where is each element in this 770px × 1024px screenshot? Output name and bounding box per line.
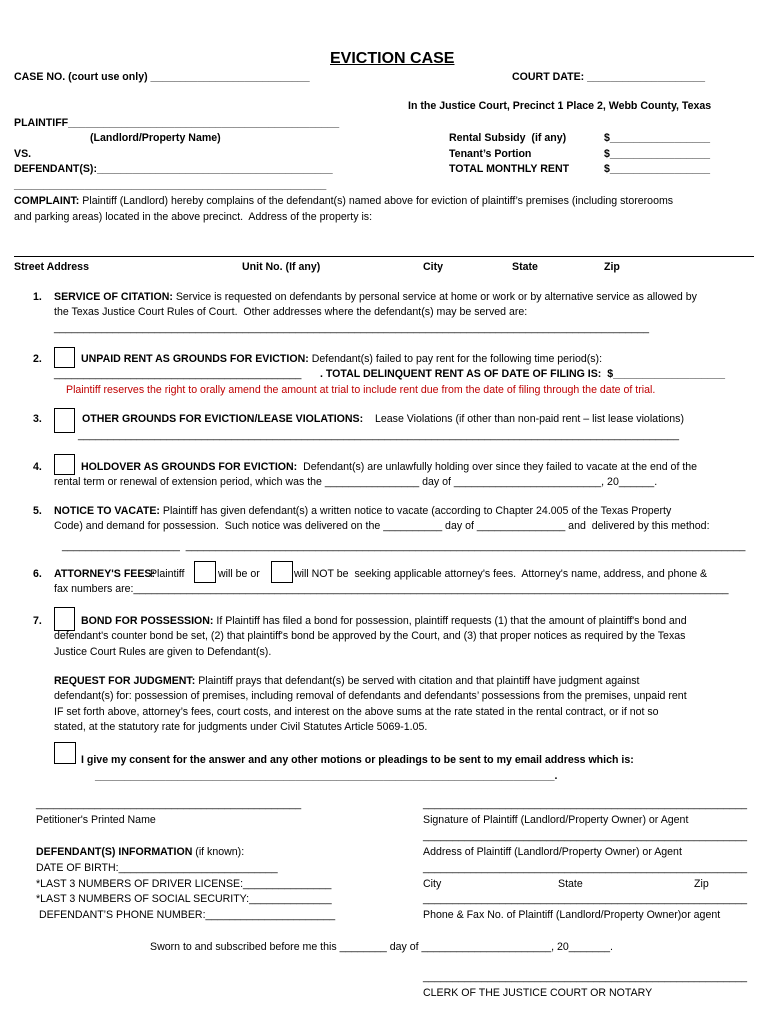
item-1-line-2: the Texas Justice Court Rules of Court. Other addresses where the defendant(s) may be served are: [54, 306, 528, 318]
total-rent-field[interactable]: $_________________ [604, 163, 711, 175]
item-7-text: If Plaintiff has filed a bond for possession, plaintiff requests (1) that the amount of plaintiff's bond and [213, 615, 687, 627]
complaint-text-2: and parking areas) located in the above precinct. Address of the property is: [14, 211, 373, 223]
plaintiff-zip-label: Zip [694, 878, 709, 890]
bond-checkbox[interactable] [54, 607, 75, 631]
request-text-1: Plaintiff prays that defendant(s) be served with citation and that plaintiff have judgment against [195, 675, 640, 687]
plaintiff-address-label: Address of Plaintiff (Landlord/Property Owner) or Agent [423, 846, 682, 858]
item-2-number: 2. [33, 353, 42, 365]
item-4-number: 4. [33, 461, 42, 473]
unit-label: Unit No. (If any) [242, 261, 321, 273]
item-7-line-3: Justice Court Rules are given to Defendant(s). [54, 646, 272, 658]
item-4-text: Defendant(s) are unlawfully holding over since they failed to vacate at the end of the [297, 461, 698, 473]
unpaid-rent-label: UNPAID RENT AS GROUNDS FOR EVICTION: [81, 353, 309, 365]
attorney-info-field[interactable]: fax numbers are:_____________________________________________________________________________________________________ [54, 583, 729, 595]
signature-label: Signature of Plaintiff (Landlord/Property Owner) or Agent [423, 814, 689, 826]
unpaid-rent-checkbox[interactable] [54, 347, 75, 368]
item-5-line-1 [54, 504, 671, 518]
item-1-text: Service is requested on defendants by personal service at home or work or by alternative service as allowed by [172, 291, 697, 303]
address-entry-line[interactable] [14, 256, 754, 257]
delivery-method-field[interactable]: ____________________ _______________________________________________________________________________________________ [62, 540, 746, 552]
lease-violations-field[interactable]: ______________________________________________________________________________________________________ [78, 429, 679, 441]
holdover-label: HOLDOVER AS GROUNDS FOR EVICTION: [81, 461, 298, 473]
item-2-text: Defendant(s) failed to pay rent for the following time period(s): [308, 353, 603, 365]
rent-subsidy-label: Rental Subsidy (if any) [449, 132, 567, 144]
notice-date-field[interactable]: Code) and demand for possession. Such notice was delivered on the __________ day of _______________ and delivered by this method: [54, 520, 710, 532]
zip-label: Zip [604, 261, 620, 273]
attorney-plaintiff-text: Plaintiff [147, 568, 185, 580]
street-address-label: Street Address [14, 261, 89, 273]
email-consent-checkbox[interactable] [54, 742, 76, 764]
notary-label: CLERK OF THE JUSTICE COURT OR NOTARY [423, 987, 653, 999]
request-line-1 [54, 674, 640, 688]
request-judgment-label: REQUEST FOR JUDGMENT: [54, 675, 196, 687]
court-date-field[interactable]: COURT DATE: ____________________ [512, 71, 705, 83]
page-title: EVICTION CASE [330, 50, 455, 67]
item-7-line-2: defendant's counter bond be set, (2) that plaintiff's bond be approved by the Court, and (3) that proper notices as required by the Texas [54, 630, 686, 642]
service-of-citation-label: SERVICE OF CITATION: [54, 291, 173, 303]
other-grounds-label: OTHER GROUNDS FOR EVICTION/LEASE VIOLATIONS: [82, 413, 364, 425]
plaintiff-address-field[interactable]: _______________________________________________________ [423, 830, 748, 842]
defendant-info-heading [36, 845, 244, 859]
vs-label: VS. [14, 148, 32, 160]
request-line-2: defendant(s) for: possession of premises, including removal of defendants and defendants’ possessions from the premises, unpaid rent [54, 690, 687, 702]
defendant-info-label: DEFENDANT(S) INFORMATION [36, 846, 193, 858]
printed-name-label: Petitioner's Printed Name [36, 814, 156, 826]
will-not-be-checkbox[interactable] [271, 561, 293, 583]
social-security-field[interactable]: *LAST 3 NUMBERS OF SOCIAL SECURITY:______________ [36, 893, 332, 905]
delinquent-rent-field[interactable]: . TOTAL DELINQUENT RENT AS OF DATE OF FILING IS: $___________________ [320, 368, 726, 380]
tenant-portion-label: Tenant’s Portion [449, 148, 532, 160]
court-info: In the Justice Court, Precinct 1 Place 2, Webb County, Texas [408, 100, 712, 112]
item-1-number: 1. [33, 291, 42, 303]
item-1-line-1 [54, 290, 697, 304]
landlord-name-label: (Landlord/Property Name) [90, 132, 221, 144]
lease-violation-checkbox[interactable] [54, 408, 75, 433]
complaint-line-1 [14, 194, 673, 208]
attorney-fees-label: ATTORNEY'S FEES: [54, 568, 156, 580]
amend-rent-note: Plaintiff reserves the right to orally amend the amount at trial to include rent due from the date of filing through the date of trial. [66, 384, 656, 396]
holdover-checkbox[interactable] [54, 454, 75, 475]
notary-signature-field[interactable]: _______________________________________________________ [423, 971, 748, 983]
email-address-field[interactable]: ______________________________________________________________________________. [95, 770, 558, 782]
item-3-number: 3. [33, 413, 42, 425]
plaintiff-field[interactable]: PLAINTIFF______________________________________________ [14, 117, 340, 129]
plaintiff-city-state-zip-field[interactable]: _______________________________________________________ [423, 862, 748, 874]
date-of-birth-field[interactable]: DATE OF BIRTH:___________________________ [36, 862, 278, 874]
defendant-phone-field[interactable]: DEFENDANT’S PHONE NUMBER:______________________ [36, 909, 336, 921]
plaintiff-city-label: City [423, 878, 442, 890]
printed-name-field[interactable]: _____________________________________________ [36, 798, 302, 810]
signature-field[interactable]: _______________________________________________________ [423, 798, 748, 810]
rent-subsidy-field[interactable]: $_________________ [604, 132, 711, 144]
sworn-statement-field[interactable]: Sworn to and subscribed before me this ________ day of ______________________, 20_______. [150, 941, 613, 953]
request-line-3: IF set forth above, attorney’s fees, court costs, and interest on the above sums at the rate stated in the rental contract, or if not so [54, 706, 659, 718]
defendants-underline[interactable]: _____________________________________________________ [14, 179, 327, 191]
other-addresses-field[interactable]: _____________________________________________________________________________________________________ [54, 322, 650, 334]
request-line-4: stated, at the statutory rate for judgments under Civil Statutes Article 5069-1.05. [54, 721, 428, 733]
item-6-number: 6. [33, 568, 42, 580]
will-be-text: will be or [218, 568, 260, 580]
item-7-line-1 [81, 614, 687, 628]
notice-to-vacate-label: NOTICE TO VACATE: [54, 505, 160, 517]
email-consent-text: I give my consent for the answer and any other motions or pleadings to be sent to my email address which is: [81, 754, 634, 766]
item-4-line-1 [81, 460, 697, 474]
plaintiff-state-label: State [558, 878, 583, 890]
tenant-portion-field[interactable]: $_________________ [604, 148, 711, 160]
will-not-be-text: will NOT be seeking applicable attorney's fees. Attorney's name, address, and phone & [294, 568, 708, 580]
city-label: City [423, 261, 444, 273]
complaint-label: COMPLAINT: [14, 195, 80, 207]
item-2-line-1 [81, 352, 602, 366]
state-label: State [512, 261, 538, 273]
item-7-number: 7. [33, 615, 42, 627]
case-number-field[interactable]: CASE NO. (court use only) ___________________________ [14, 71, 310, 83]
item-5-text: Plaintiff has given defendant(s) a written notice to vacate (according to Chapter 24.005 of the Texas Property [159, 505, 672, 517]
will-be-checkbox[interactable] [194, 561, 216, 583]
plaintiff-phone-label: Phone & Fax No. of Plaintiff (Landlord/Property Owner)or agent [423, 909, 721, 921]
holdover-date-field[interactable]: rental term or renewal of extension period, which was the ________________ day of _________________________, 20______. [54, 476, 658, 488]
defendant-info-known: (if known): [192, 846, 245, 858]
plaintiff-phone-field[interactable]: _______________________________________________________ [423, 893, 748, 905]
driver-license-field[interactable]: *LAST 3 NUMBERS OF DRIVER LICENSE:_______________ [36, 878, 332, 890]
lease-violations-text: Lease Violations (if other than non-paid rent – list lease violations) [375, 413, 684, 425]
total-rent-label: TOTAL MONTHLY RENT [449, 163, 570, 175]
item-5-number: 5. [33, 505, 42, 517]
rent-period-field[interactable]: __________________________________________ [54, 368, 302, 380]
complaint-text-1: Plaintiff (Landlord) hereby complains of the defendant(s) named above for eviction of plaintiff’s premises (including storerooms [79, 195, 674, 207]
bond-label: BOND FOR POSSESSION: [81, 615, 214, 627]
defendants-field[interactable]: DEFENDANT(S):________________________________________ [14, 163, 333, 175]
